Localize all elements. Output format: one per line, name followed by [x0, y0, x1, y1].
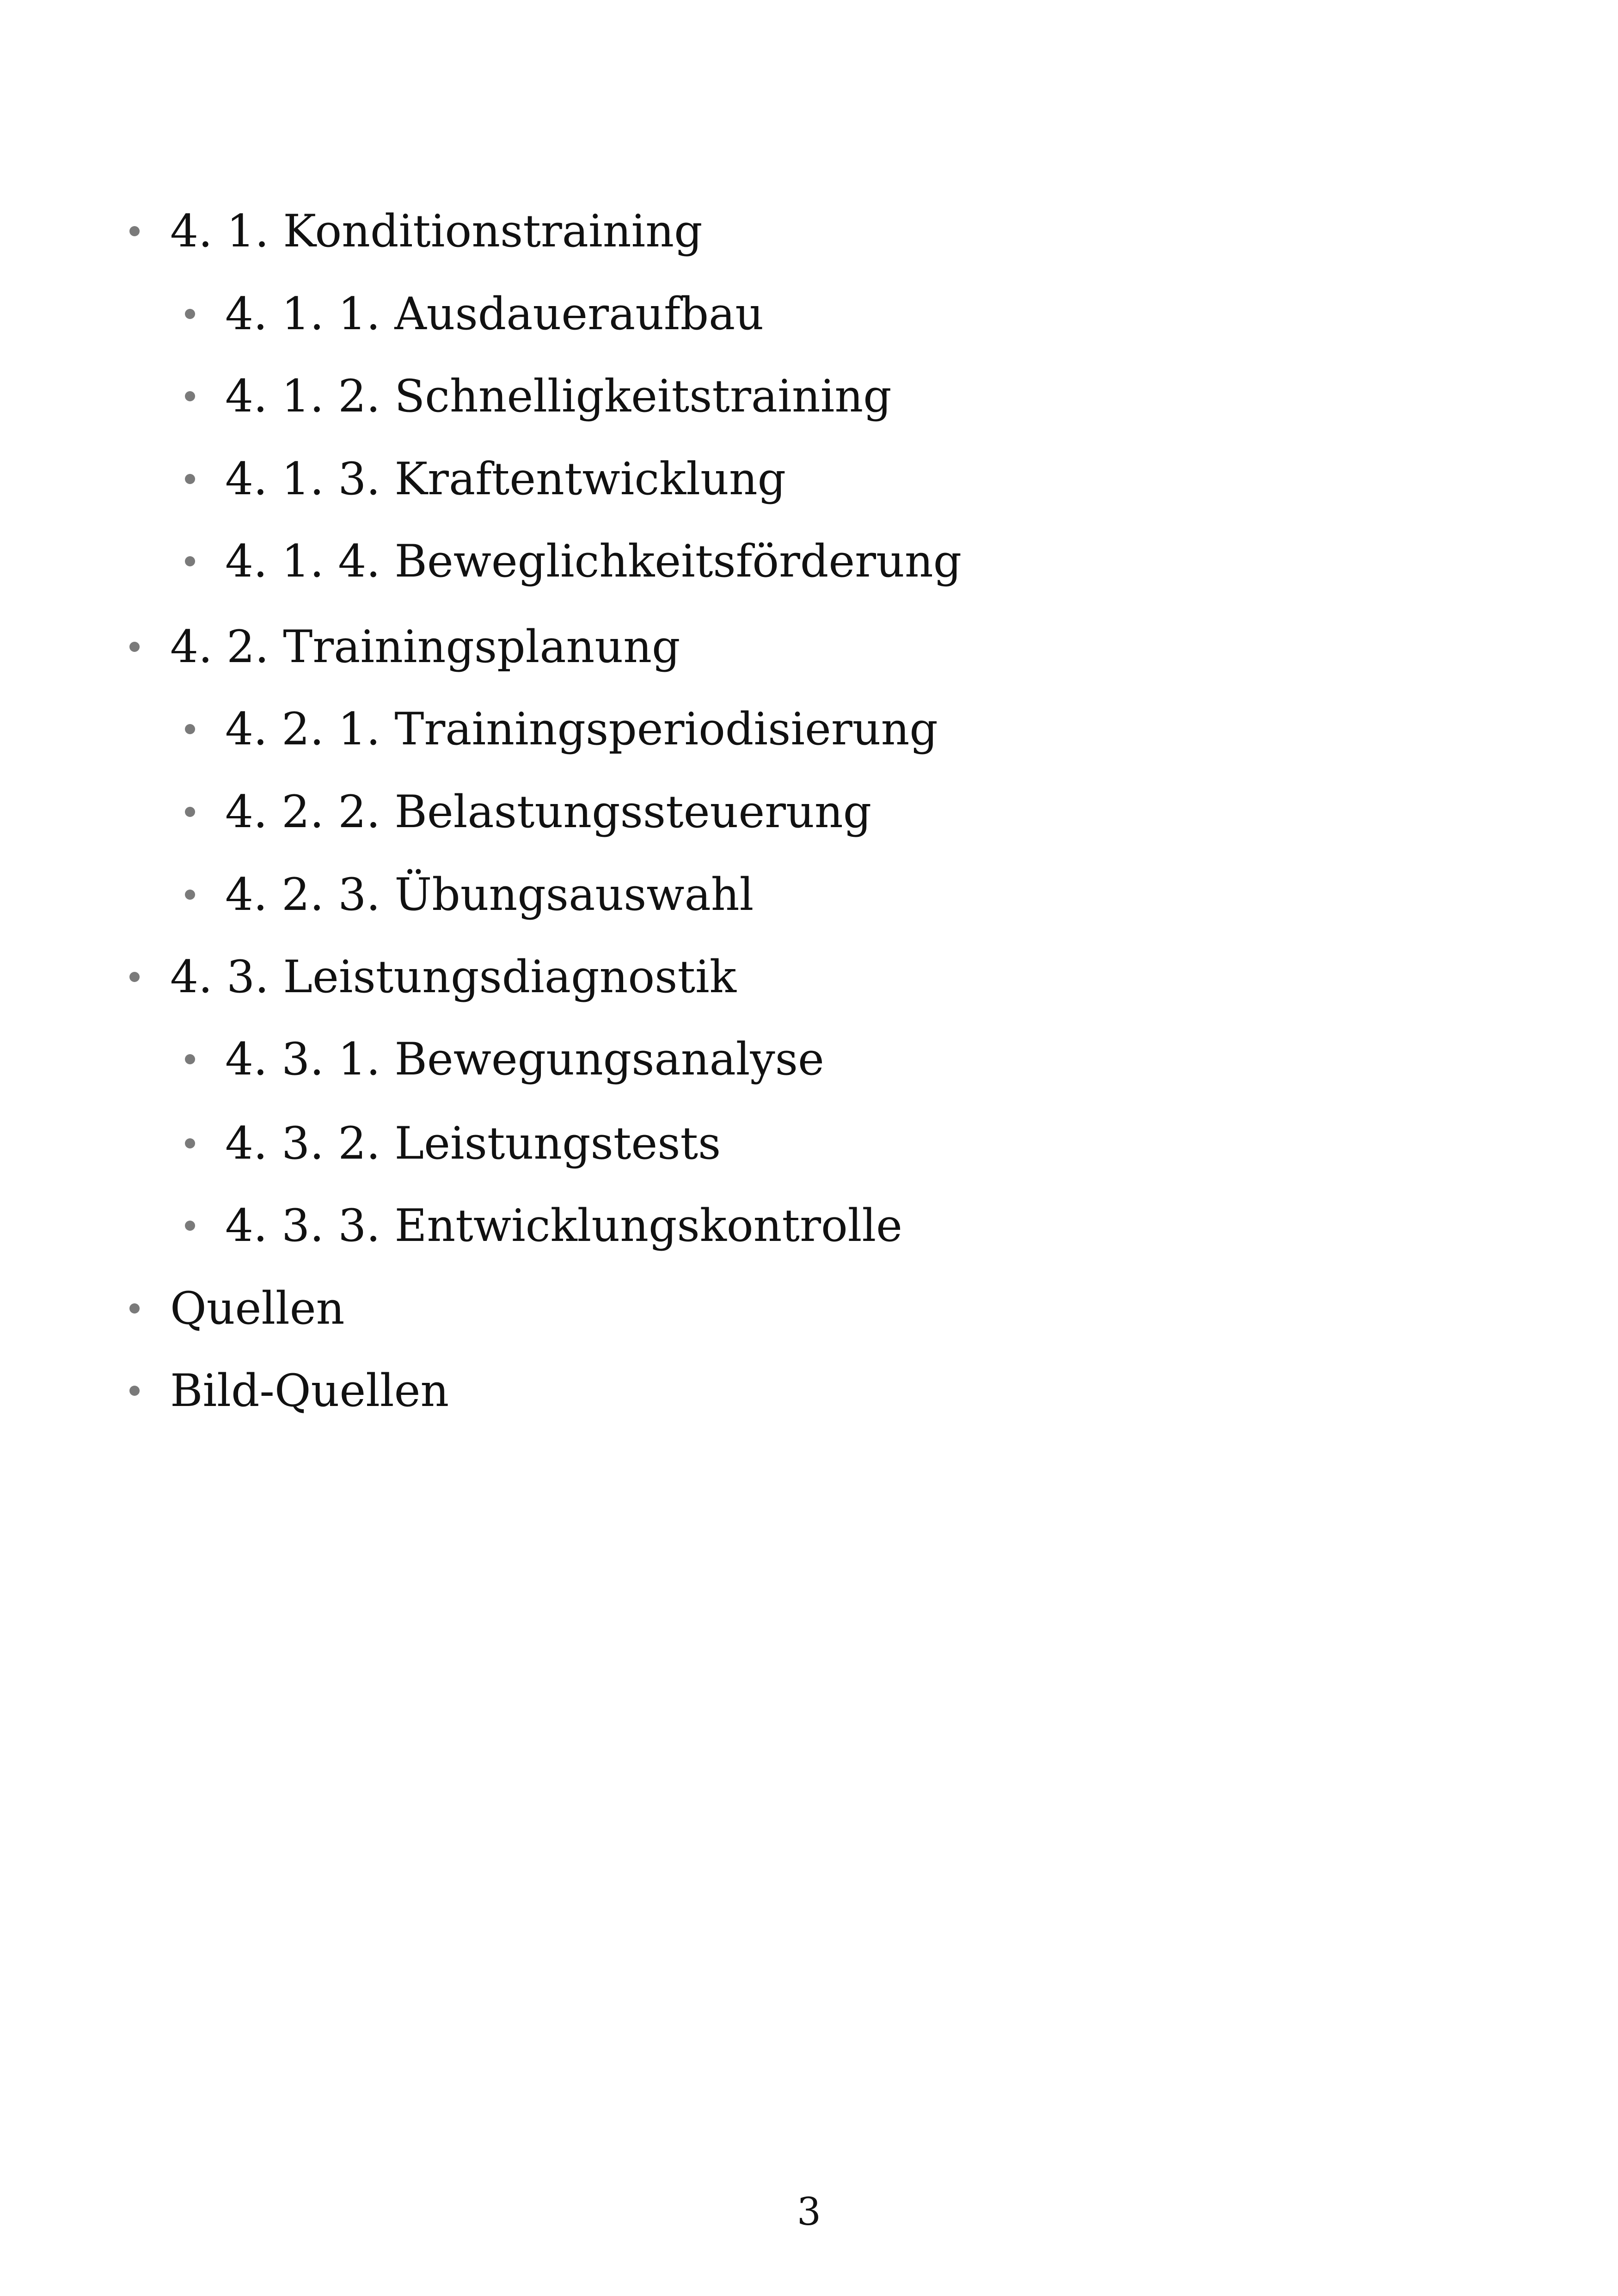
toc-item-label: 4. 1. 2. Schnelligkeitstraining: [225, 370, 892, 422]
bullet-icon: [185, 391, 195, 401]
toc-item-label: 4. 2. 1. Trainingsperiodisierung: [225, 703, 938, 755]
bullet-icon: [185, 1138, 195, 1148]
bullet-icon: [185, 309, 195, 319]
toc-item-label: 4. 2. Trainingsplanung: [170, 621, 680, 673]
toc-item-label: 4. 1. 4. Beweglichkeitsförderung: [225, 535, 962, 587]
bullet-icon: [185, 724, 195, 734]
toc-item-label: 4. 1. 1. Ausdaueraufbau: [225, 288, 764, 340]
toc-item-label: 4. 1. Konditionstraining: [170, 205, 703, 257]
bullet-icon: [185, 890, 195, 900]
toc-item-label: 4. 3. 1. Bewegungsanalyse: [225, 1033, 824, 1085]
bullet-icon: [185, 807, 195, 817]
toc-item-label: 4. 3. 2. Leistungstests: [225, 1117, 721, 1169]
bullet-icon: [185, 556, 195, 566]
bullet-icon: [129, 1303, 140, 1314]
toc-item-label: 4. 2. 3. Übungsauswahl: [225, 869, 754, 921]
bullet-icon: [185, 1221, 195, 1231]
toc-item-label: Quellen: [170, 1283, 345, 1334]
bullet-icon: [129, 226, 140, 236]
bullet-icon: [129, 1386, 140, 1396]
page-number: 3: [797, 2190, 821, 2234]
bullet-icon: [185, 474, 195, 484]
bullet-icon: [185, 1054, 195, 1064]
toc-item-label: 4. 1. 3. Kraftentwicklung: [225, 453, 786, 505]
toc-item-label: 4. 2. 2. Belastungssteuerung: [225, 786, 872, 838]
toc-item-label: 4. 3. 3. Entwicklungskontrolle: [225, 1200, 902, 1252]
bullet-icon: [129, 642, 140, 652]
toc-item-label: 4. 3. Leistungsdiagnostik: [170, 951, 736, 1003]
bullet-icon: [129, 972, 140, 982]
toc-item-label: Bild-Quellen: [170, 1365, 449, 1417]
